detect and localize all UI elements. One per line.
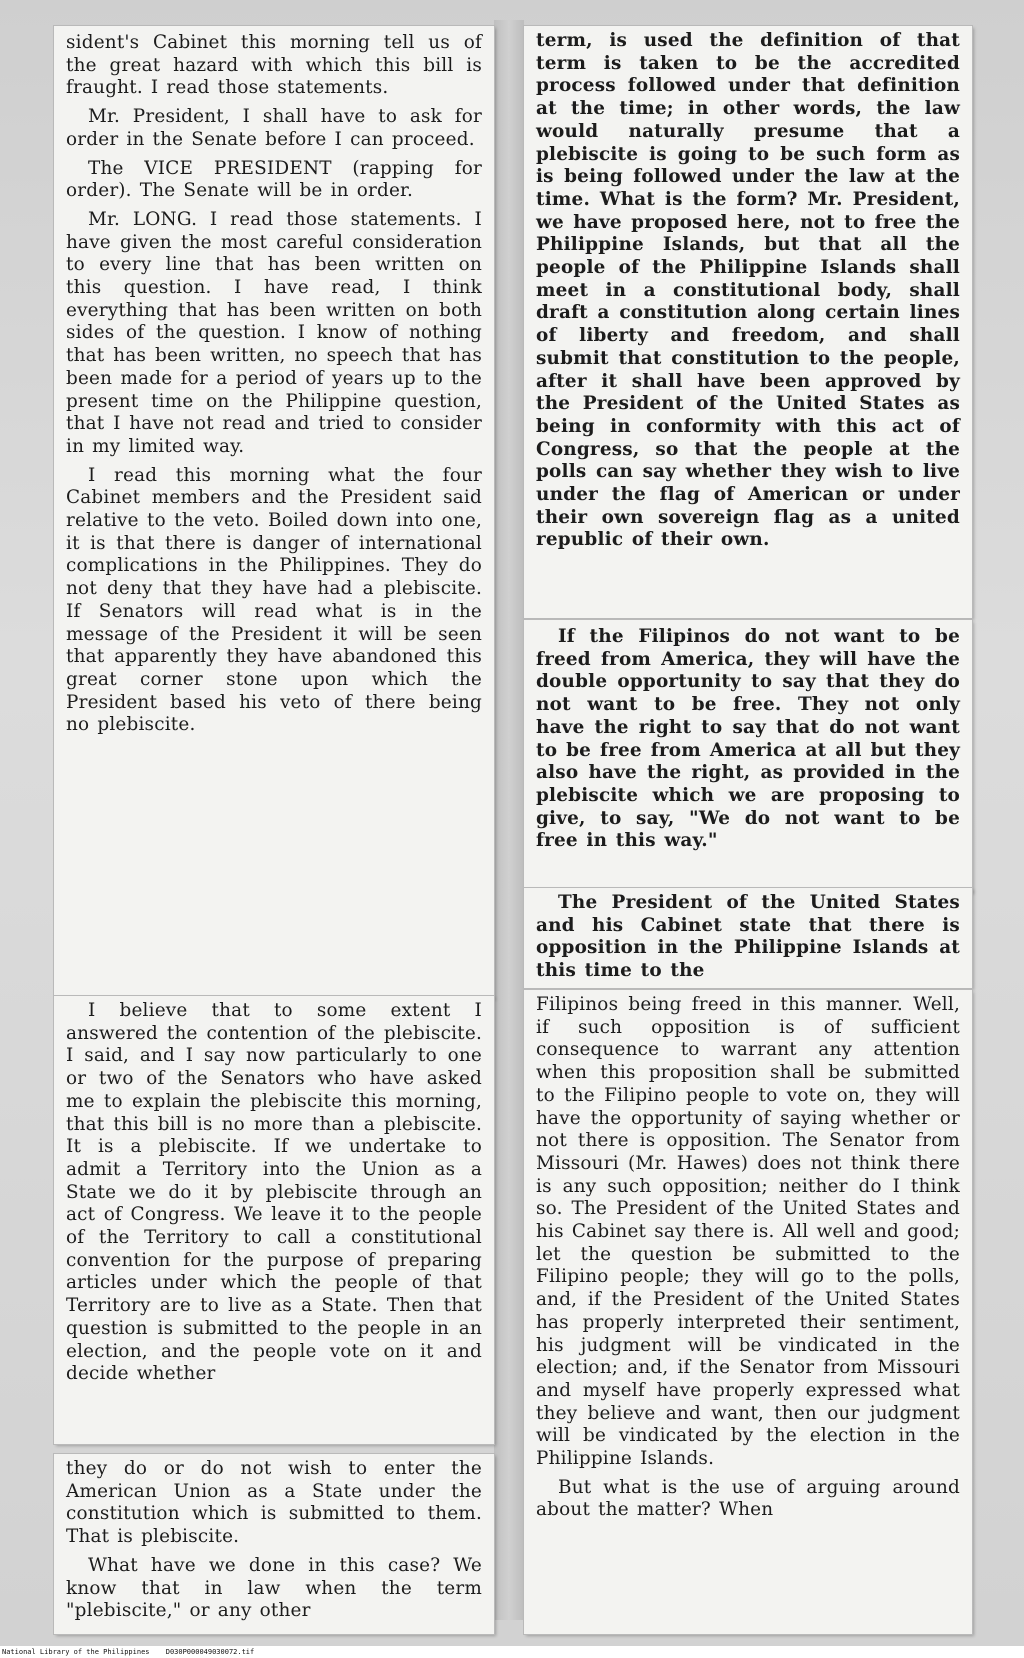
right-clipping-4: [524, 990, 972, 1634]
right-clipping-2: [524, 620, 972, 892]
paragraph: Filipinos being freed in this manner. Well, if such opposition is of sufficient consequence to warrant any attention when this proposition shall be submitted to the Filipino people to vote on, they will have the opportunity of saying whether or not there is opposition. The Senator from Missouri (Mr. Hawes) does not think there is any such opposition; neither do I think so. The President of the United States and his Cabinet say there is. All well and good; let the question be submitted to the Filipino people; they will go to the polls, and, if the President of the United States has properly interpreted their sentiment, his judgment will be vindicated in the election; and, if the Senator from Missouri and myself have properly expressed what they believe and want, then our judgment will be vindicated by the election in the Philippine Islands.: [536, 994, 960, 1470]
right-clipping-3: [524, 888, 972, 988]
paragraph: But what is the use of arguing around about the matter? When: [536, 1476, 960, 1521]
left-clipping-2: [54, 996, 494, 1444]
paragraph: sident's Cabinet this morning tell us of the great hazard with which this bill is fraught. I read those statements.: [66, 32, 482, 99]
footer-filename: D030P000049030072.tif: [165, 1648, 255, 1656]
paragraph: Mr. President, I shall have to ask for order in the Senate before I can proceed.: [66, 106, 482, 150]
paragraph: term, is used the definition of that term is taken to be the accredited process followed under that definition at the time; in other words, the law would naturally presume that a plebiscite is going to be such form as is being followed under the law at the time. What is the form? Mr. President, we have proposed here, not to free the Philippine Islands, but that all the people of the Philippine Islands shall meet in a constitutional body, shall draft a constitution along certain lines of liberty and freedom, and shall submit that constitution to the people, after it shall have been approved by the President of the United States as being in conformity with this act of Congress, so that the people at the polls can say whether they wish to live under the flag of American or under their own sovereign flag as a united republic of their own.: [536, 30, 960, 551]
scan-footer: [0, 1646, 1024, 1658]
paragraph: If the Filipinos do not want to be freed from America, they will have the double opportunity to say that they do not want to be free. They not only have the right to say that do not want to be free from America at all but they also have the right, as provided in the plebiscite which we are proposing to give, to say, "We do not want to be free in this way.": [536, 626, 960, 852]
paragraph: Mr. LONG. I read those statements. I have given the most careful consideration to every line that has been written on this question. I have read, I think everything that has been written on both sides of the question. I know of nothing that has been written, no speech that has been made for a period of years up to the present time on the Philippine question, that I have not read and tried to consider in my limited way.: [66, 208, 482, 457]
left-clipping-3: [54, 1454, 494, 1634]
paragraph: I believe that to some extent I answered the contention of the plebiscite. I said, and I say now particularly to one or two of the Senators who have asked me to explain the plebiscite this morning, that this bill is no more than a plebiscite. It is a plebiscite. If we undertake to admit a Territory into the Union as a State we do it by plebiscite through an act of Congress. We leave it to the people of the Territory to call a constitutional convention for the purpose of preparing articles under which the people of that Territory are to live as a State. Then that question is submitted to the people in an election, and the people vote on it and decide whether: [66, 1000, 482, 1385]
paragraph: I read this morning what the four Cabinet members and the President said relative to the veto. Boiled down into one, it is that there is danger of international complications in the Philippines. They do not deny that they have had a plebiscite. If Senators will read what is in the message of the President it will be seen that apparently they have abandoned this great corner stone upon which the President based his veto of there being no plebiscite.: [66, 464, 482, 736]
right-clipping-1: [524, 26, 972, 618]
paragraph: they do or do not wish to enter the American Union as a State under the constitution which is submitted to them. That is plebiscite.: [66, 1458, 482, 1548]
footer-library: National Library of the Philippines: [2, 1648, 150, 1656]
left-clipping-1: [54, 26, 494, 998]
paragraph: What have we done in this case? We know that in law when the term "plebiscite," or any other: [66, 1554, 482, 1622]
paragraph: The VICE PRESIDENT (rapping for order). The Senate will be in order.: [66, 157, 482, 202]
paragraph: The President of the United States and his Cabinet state that there is opposition in the Philippine Islands at this time to the: [536, 892, 960, 982]
column-gutter: [494, 20, 524, 1620]
